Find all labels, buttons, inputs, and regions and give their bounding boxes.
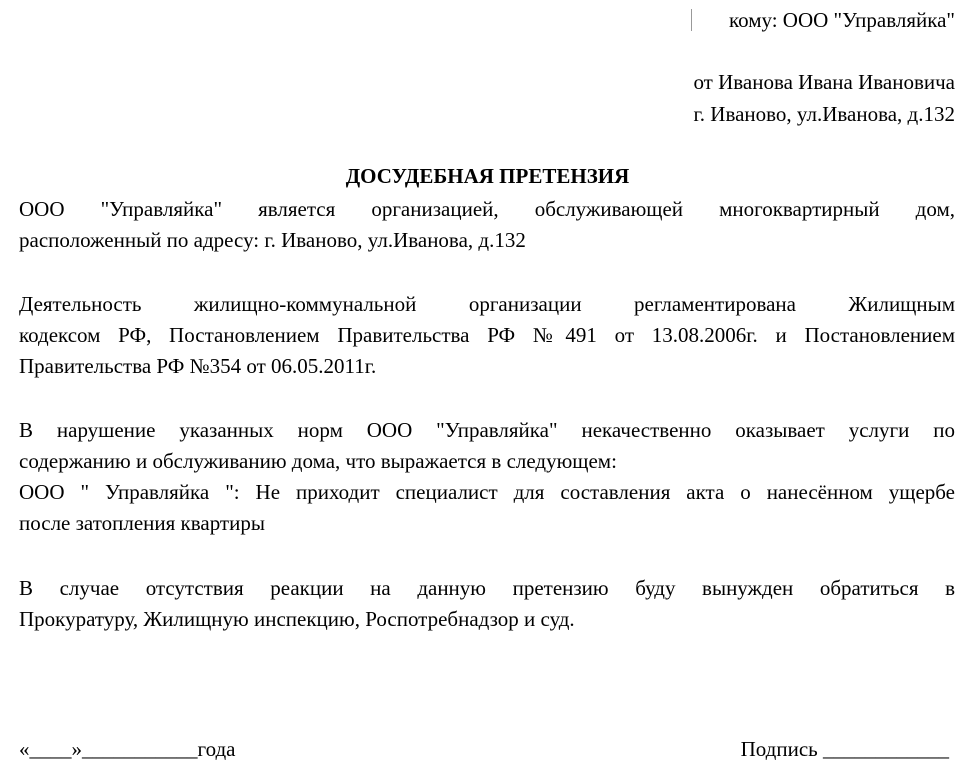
paragraph-line: Правительства РФ №354 от 06.05.2011г. [19,354,377,378]
recipient-line: кому: ООО "Управляйка" [728,8,955,32]
paragraph-line: ООО "Управляйка" является организацией, обслуживающей многоквартирный дом, [19,197,955,221]
sender-name-line: от Иванова Ивана Ивановича [693,70,955,94]
date-field: «____»___________года [19,737,236,761]
paragraph-line: Прокуратуру, Жилищную инспекцию, Роспотребнадзор и суд. [19,607,575,631]
document-title: ДОСУДЕБНАЯ ПРЕТЕНЗИЯ [345,164,630,188]
signature-field: Подпись ____________ [740,737,949,761]
paragraph-line: расположенный по адресу: г. Иваново, ул.Иванова, д.132 [19,228,526,252]
sender-address-line: г. Иваново, ул.Иванова, д.132 [693,102,955,126]
text-cursor-mark [691,9,692,31]
paragraph-regulation [19,289,955,382]
paragraph-violation [19,415,955,539]
paragraph-line: кодексом РФ, Постановлением Правительства РФ №491 от 13.08.2006г. и Постановлением [19,323,955,347]
paragraph-line: содержанию и обслуживанию дома, что выражается в следующем: [19,449,617,473]
paragraph-line: В случае отсутствия реакции на данную претензию буду вынужден обратиться в [19,576,955,600]
paragraph-line: ООО " Управляйка ": Не приходит специалист для составления акта о нанесённом ущербе [19,480,955,504]
paragraph-line: после затопления квартиры [19,511,265,535]
paragraph-consequence [19,573,955,635]
paragraph-line: В нарушение указанных норм ООО "Управляйка" некачественно оказывает услуги по [19,418,955,442]
paragraph-line: Деятельность жилищно-коммунальной организации регламентирована Жилищным [19,292,955,316]
paragraph-organization [19,194,955,256]
